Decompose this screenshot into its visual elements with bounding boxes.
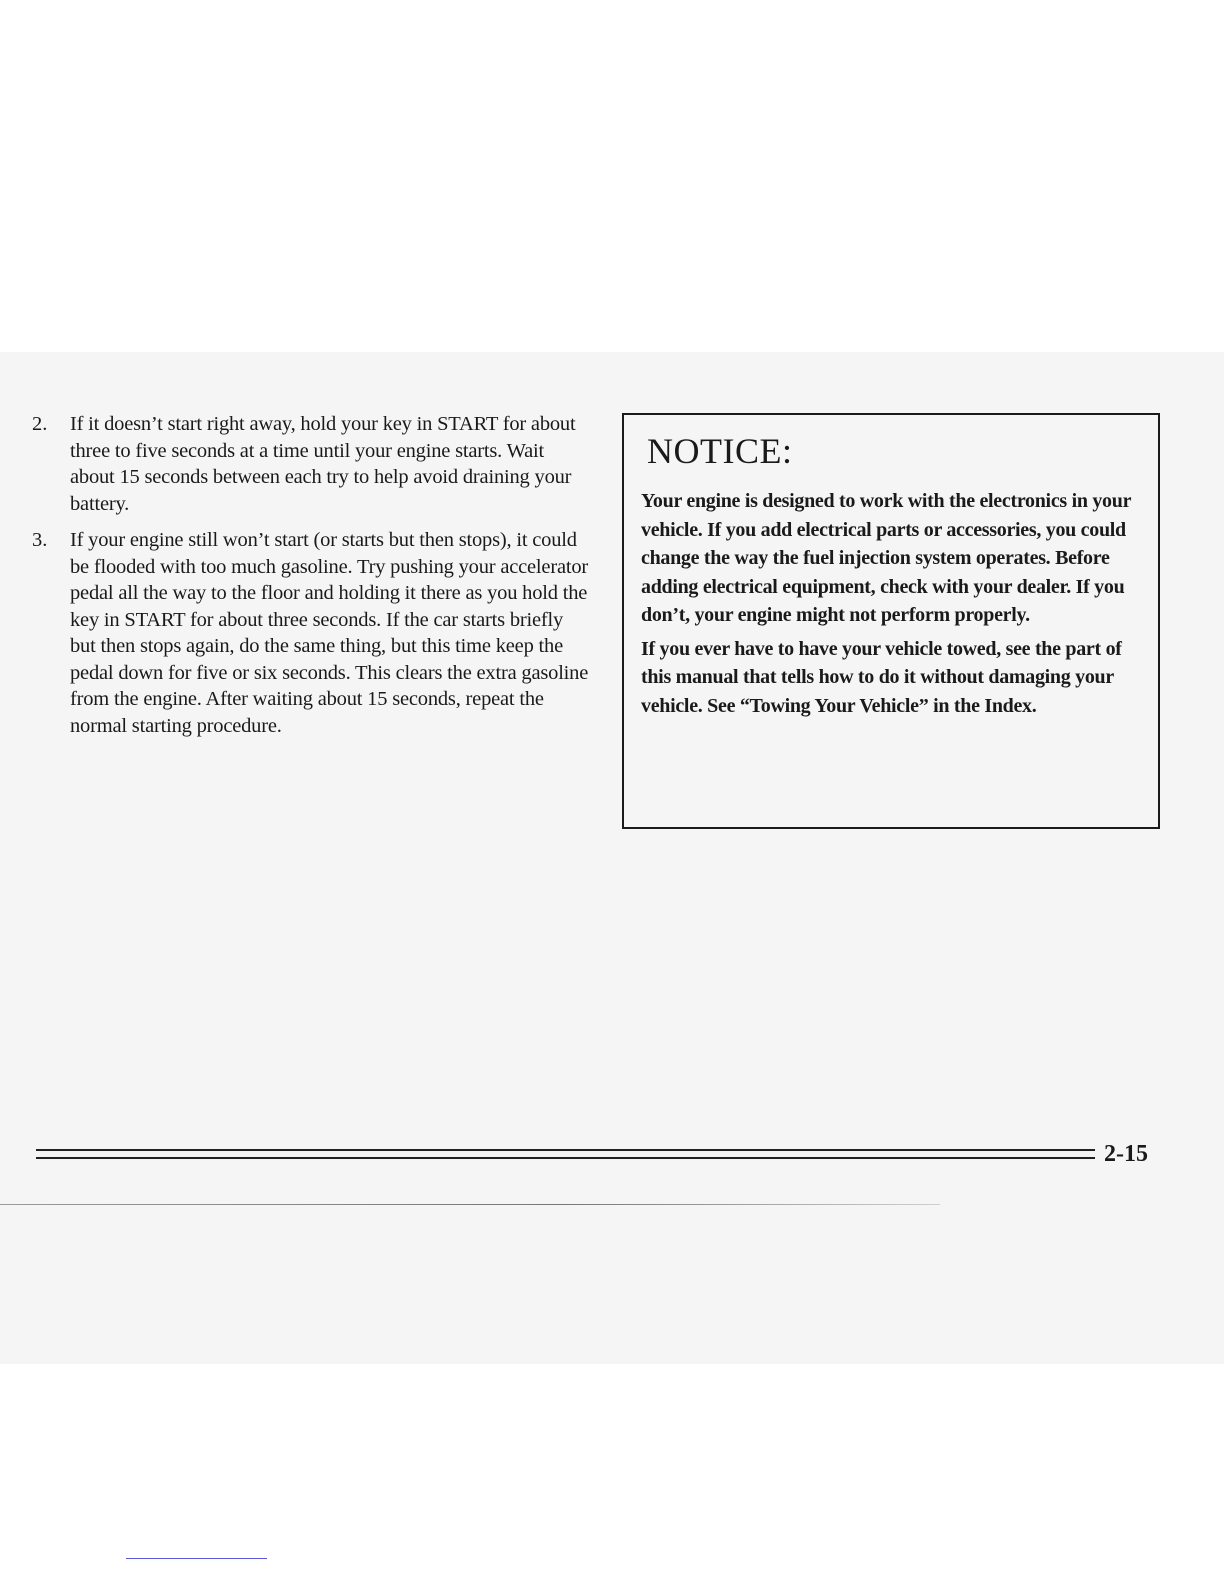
- notice-paragraph: If you ever have to have your vehicle towed, see the part of this manual that tells how to do it without damaging your vehicle. See “Towing Your Vehicle” in the Index.: [641, 637, 1122, 717]
- step-text: If it doesn’t start right away, hold your key in START for about three to five seconds at a time until your engine starts. Wait about 15 seconds between each try to help avoid draining your battery.: [70, 413, 576, 515]
- notice-title: NOTICE:: [647, 431, 793, 471]
- step-number: 3.: [32, 529, 48, 551]
- footer-rule: [36, 1149, 1095, 1151]
- list-item: [32, 411, 592, 517]
- notice-paragraph: Your engine is designed to work with the electronics in your vehicle. If you add electrical parts or accessories, you could change the way the fuel injection system operates. Before adding electrical equipment, check with your dealer. If you don’t, your engine might not perform properly.: [641, 490, 1131, 626]
- scan-artifact-line: [0, 1204, 940, 1205]
- page-number: 2-15: [1104, 1141, 1148, 1167]
- step-text: If your engine still won’t start (or starts but then stops), it could be flooded with too much gasoline. Try pushing your accelerator pedal all the way to the floor and holding it there as you hold the key in START for about three seconds. If the car starts briefly but then stops again, do the same thing, but this time keep the pedal down for five or six seconds. This clears the extra gasoline from the engine. After waiting about 15 seconds, repeat the normal starting procedure.: [70, 529, 589, 737]
- blue-underline: [126, 1558, 267, 1559]
- notice-box: [622, 413, 1160, 829]
- list-item: [32, 527, 592, 739]
- starting-steps-list: [32, 411, 592, 749]
- footer-rule: [36, 1157, 1095, 1159]
- step-number: 2.: [32, 413, 48, 435]
